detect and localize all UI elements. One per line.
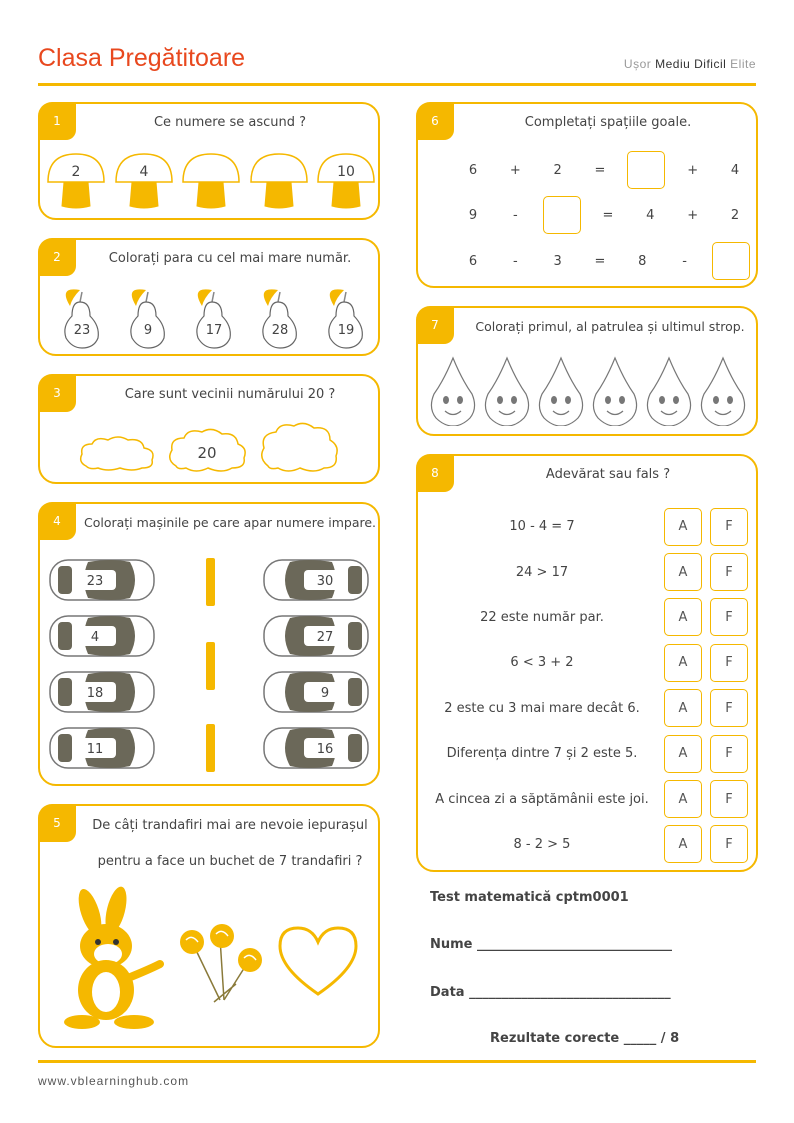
- equation-cell: -: [512, 207, 518, 223]
- water-drop-icon[interactable]: [698, 356, 748, 426]
- exercise-number: 3: [38, 374, 76, 412]
- mushroom-number[interactable]: 4: [139, 164, 148, 180]
- pear-number: 17: [205, 323, 223, 338]
- true-box[interactable]: A: [664, 735, 702, 773]
- mushroom-icon: [179, 148, 243, 212]
- equation-cell: +: [687, 162, 699, 178]
- equation-cell: 3: [553, 253, 562, 269]
- equation-row: [458, 192, 750, 238]
- tf-statement: 8 - 2 > 5: [513, 836, 571, 852]
- car-icon[interactable]: [262, 666, 372, 718]
- tf-row: [422, 776, 756, 821]
- exercise-1: [38, 102, 380, 220]
- exercise-number: 1: [38, 102, 76, 140]
- equation-cell: +: [687, 207, 699, 223]
- equation-cell: 6: [468, 253, 478, 269]
- pear-icon[interactable]: [186, 284, 236, 350]
- cloud-icon[interactable]: [258, 420, 340, 476]
- mushroom-icon: [247, 148, 311, 212]
- pear-icon[interactable]: [252, 284, 302, 350]
- level-medium[interactable]: Mediu: [655, 57, 691, 71]
- mushroom-icon: [314, 148, 378, 212]
- exercise-question: Care sunt vecinii numărului 20 ?: [124, 387, 336, 402]
- exercise-6: [416, 102, 758, 288]
- equation-cell: 4: [646, 207, 655, 223]
- water-drop-icon[interactable]: [482, 356, 532, 426]
- exercise-number: 8: [416, 454, 454, 492]
- tf-statement: 22 este număr par.: [480, 609, 604, 625]
- tf-row: [422, 822, 756, 867]
- roses-icon: [174, 922, 268, 1006]
- car-number: 27: [316, 630, 334, 645]
- true-box[interactable]: A: [664, 825, 702, 863]
- exercise-question-line1: De câți trandafiri mai are nevoie iepurașul: [92, 818, 368, 833]
- level-elite[interactable]: Elite: [730, 57, 756, 71]
- true-false-list: [422, 504, 756, 867]
- false-box[interactable]: F: [710, 598, 748, 636]
- answer-box[interactable]: [543, 196, 581, 234]
- car-icon[interactable]: [48, 722, 158, 774]
- tf-row: [422, 595, 756, 640]
- equation-row: [458, 148, 750, 192]
- car-icon[interactable]: [262, 554, 372, 606]
- pear-number: 19: [337, 323, 355, 338]
- true-box[interactable]: A: [664, 508, 702, 546]
- pear-number: 23: [73, 323, 91, 338]
- test-label: Test matematică cptm0001: [430, 890, 629, 905]
- exercise-4: [38, 502, 380, 786]
- mushroom-number[interactable]: 2: [71, 164, 81, 180]
- exercise-question: Completați spațiile goale.: [524, 115, 692, 130]
- tf-row: [422, 731, 756, 776]
- exercise-2: [38, 238, 380, 356]
- pear-row: [54, 284, 368, 350]
- tf-statement: 10 - 4 = 7: [509, 519, 575, 535]
- cloud-icon[interactable]: [76, 432, 158, 474]
- exercise-question: Colorați para cu cel mai mare număr.: [108, 251, 352, 266]
- footer-divider: [38, 1060, 756, 1063]
- exercise-8: [416, 454, 758, 872]
- equation-cell: 2: [553, 162, 562, 178]
- pear-icon[interactable]: [120, 284, 170, 350]
- equation-cell: 8: [638, 253, 647, 269]
- false-box[interactable]: F: [710, 780, 748, 818]
- car-number: 4: [90, 630, 100, 645]
- exercise-question: Ce numere se ascund ?: [153, 115, 307, 130]
- car-icon[interactable]: [48, 666, 158, 718]
- car-number: 16: [316, 742, 334, 757]
- exercise-question: Adevărat sau fals ?: [545, 467, 671, 482]
- true-box[interactable]: A: [664, 598, 702, 636]
- false-box[interactable]: F: [710, 825, 748, 863]
- equation-cell: -: [512, 253, 518, 269]
- false-box[interactable]: F: [710, 689, 748, 727]
- true-box[interactable]: A: [664, 780, 702, 818]
- mushroom-icon: [44, 148, 108, 212]
- difficulty-levels: [624, 57, 756, 71]
- tf-row: [422, 549, 756, 594]
- mushroom-icon: [112, 148, 176, 212]
- tf-statement: 24 > 17: [515, 564, 569, 580]
- equation-cell: -: [682, 253, 687, 269]
- false-box[interactable]: F: [710, 553, 748, 591]
- equation-cell: 2: [730, 207, 740, 223]
- exercise-number: 6: [416, 102, 454, 140]
- water-drop-icon[interactable]: [590, 356, 640, 426]
- cloud-number: 20: [197, 444, 217, 462]
- car-number: 23: [86, 574, 104, 589]
- tf-statement: 6 < 3 + 2: [510, 655, 574, 671]
- heart-icon: [276, 924, 360, 1000]
- mushroom-row: [44, 148, 378, 214]
- equation-cell: 6: [468, 162, 478, 178]
- car-number: 18: [86, 686, 104, 701]
- tf-row: [422, 686, 756, 731]
- false-box[interactable]: F: [710, 735, 748, 773]
- result-field[interactable]: Rezultate corecte _____ / 8: [490, 1031, 680, 1046]
- exercise-number: 4: [38, 502, 76, 540]
- tf-row: [422, 640, 756, 685]
- water-drop-icon[interactable]: [428, 356, 478, 426]
- header-divider: [38, 83, 756, 86]
- false-box[interactable]: F: [710, 508, 748, 546]
- car-icon[interactable]: [262, 722, 372, 774]
- name-field[interactable]: Nume ______________________________: [430, 937, 673, 952]
- water-drop-icon[interactable]: [536, 356, 586, 426]
- level-hard[interactable]: Dificil: [694, 57, 727, 71]
- exercise-number: 2: [38, 238, 76, 276]
- equation-cell: 9: [468, 207, 478, 223]
- lane-marker: [206, 558, 215, 606]
- equation-cell: =: [594, 253, 606, 269]
- true-box[interactable]: A: [664, 644, 702, 682]
- equation-cell: +: [509, 162, 521, 178]
- pear-number: 9: [143, 323, 153, 338]
- footer-url[interactable]: www.vblearninghub.com: [38, 1074, 190, 1088]
- car-number: 9: [320, 686, 330, 701]
- car-icon[interactable]: [48, 554, 158, 606]
- exercise-5: [38, 804, 380, 1048]
- tf-statement: A cincea zi a săptămânii este joi.: [435, 791, 649, 807]
- drops-row: [428, 356, 748, 426]
- answer-box[interactable]: [712, 242, 750, 280]
- car-number: 30: [316, 574, 334, 589]
- pear-icon[interactable]: [318, 284, 368, 350]
- mushroom-number[interactable]: 10: [337, 164, 355, 180]
- exercise-question-line2: pentru a face un buchet de 7 trandafiri ?: [97, 854, 363, 869]
- exercise-7: [416, 306, 758, 436]
- pear-icon[interactable]: [54, 284, 104, 350]
- cloud-icon[interactable]: [166, 426, 248, 476]
- exercise-number: 7: [416, 306, 454, 344]
- date-field[interactable]: Data _______________________________: [430, 985, 671, 1000]
- equation-grid: [458, 148, 750, 284]
- water-drop-icon[interactable]: [644, 356, 694, 426]
- bunny-icon: [60, 886, 170, 1034]
- tf-statement: Diferența dintre 7 și 2 este 5.: [446, 746, 638, 762]
- exercise-question: Colorați primul, al patrulea și ultimul strop.: [475, 319, 745, 334]
- tf-statement: 2 este cu 3 mai mare decât 6.: [444, 700, 640, 716]
- exercise-3: [38, 374, 380, 484]
- answer-box[interactable]: [627, 151, 665, 189]
- car-icon[interactable]: [262, 610, 372, 662]
- false-box[interactable]: F: [710, 644, 748, 682]
- car-icon[interactable]: [48, 610, 158, 662]
- true-box[interactable]: A: [664, 553, 702, 591]
- level-easy[interactable]: Ușor: [623, 57, 652, 71]
- tf-row: [422, 504, 756, 549]
- page-title: Clasa Pregătitoare: [38, 44, 246, 72]
- exercise-number: 5: [38, 804, 76, 842]
- lane-marker: [206, 642, 215, 690]
- equation-row: [458, 238, 750, 284]
- equation-cell: 4: [730, 162, 740, 178]
- equation-cell: =: [594, 162, 606, 178]
- lane-marker: [206, 724, 215, 772]
- pear-number: 28: [271, 323, 289, 338]
- car-number: 11: [86, 742, 104, 757]
- exercise-question: Colorați mașinile pe care apar numere impare.: [83, 515, 377, 530]
- equation-cell: =: [602, 207, 614, 223]
- true-box[interactable]: A: [664, 689, 702, 727]
